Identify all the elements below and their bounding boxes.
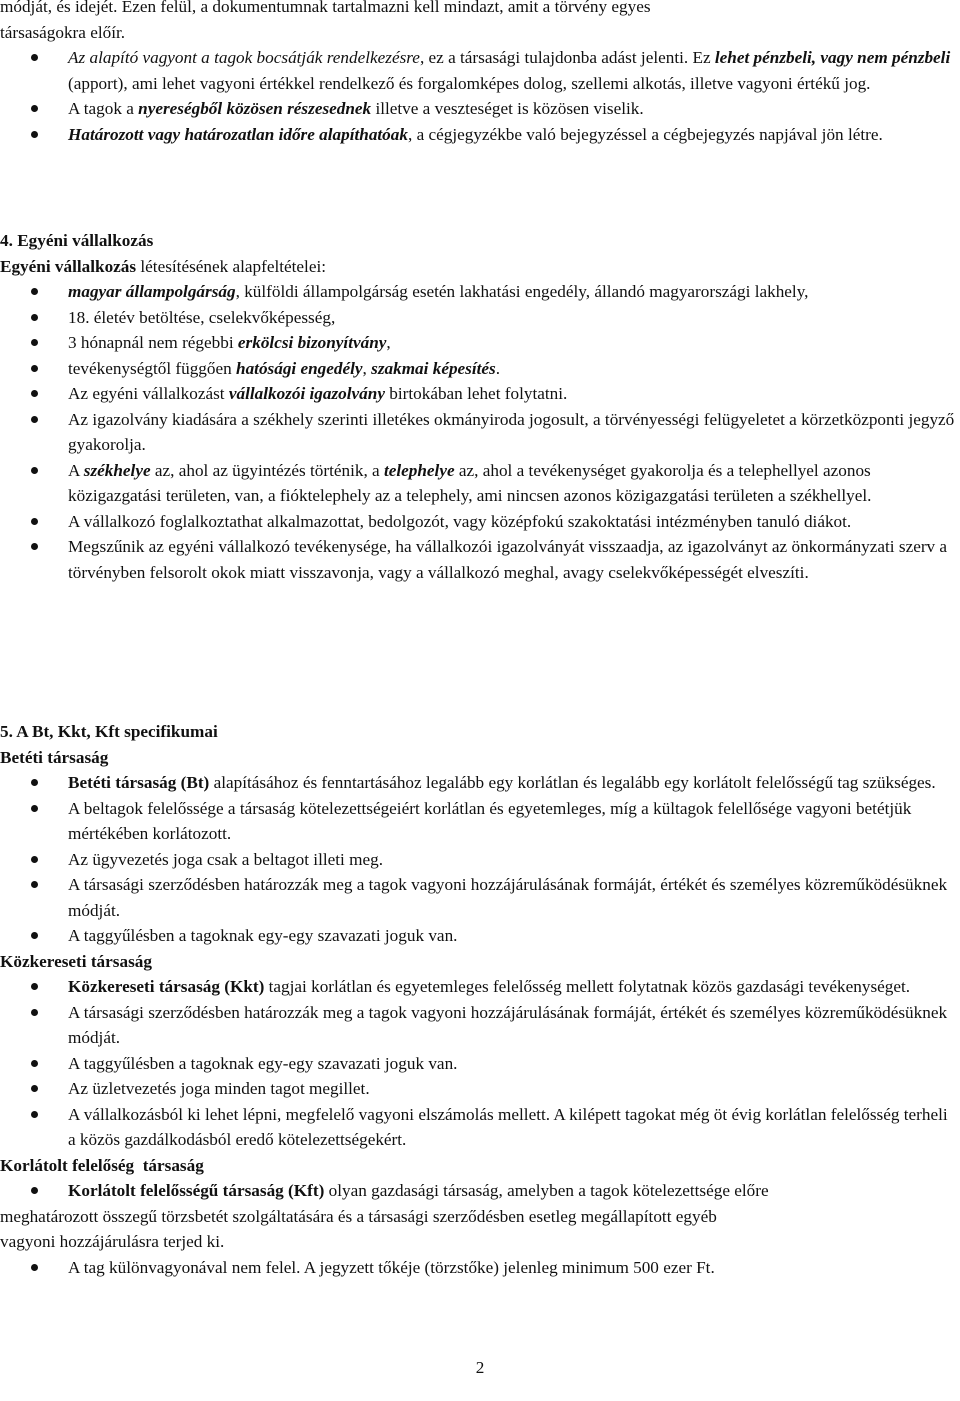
text-run: Határozott vagy határozatlan időre alapíthatóak — [68, 124, 408, 144]
text-run: tevékenységtől függően — [68, 358, 237, 378]
list-item — [0, 458, 958, 509]
list-item — [0, 279, 958, 305]
list-item — [0, 45, 958, 96]
text-run: 18. életév betöltése, cselekvőképesség, — [68, 307, 336, 327]
section-4-bullet-list — [0, 279, 958, 585]
text-run: erkölcsi bizonyítvány — [237, 333, 387, 352]
intro-line: módját, és idejét. Ezen felül, a dokumentumnak tartalmazni kell mindazt, amit a törvény egyes — [0, 0, 651, 16]
text-run: tagjai korlátlan és egyetemleges felelősség mellett folytatnak közös gazdasági tevékenységet. — [264, 977, 911, 996]
kft-continuation-line: vagyoni hozzájárulásra terjed ki. — [0, 1232, 225, 1251]
intro-block — [0, 0, 958, 147]
list-item — [0, 974, 958, 1000]
list-item — [0, 1178, 958, 1204]
list-item — [0, 305, 958, 331]
list-item — [0, 1000, 958, 1051]
text-run: , — [362, 358, 372, 378]
text-run: nyereségből közösen részesednek — [138, 99, 372, 118]
list-item — [0, 407, 958, 458]
list-item — [0, 1255, 958, 1281]
section-5-heading: 5. A Bt, Kkt, Kft specifikumai — [0, 722, 218, 741]
text-run: Az igazolvány kiadására a székhely szerinti illetékes okmányiroda jogosult, a törvényességi felügyeletet a körzetközponti jegyző gyakorolja. — [68, 409, 955, 454]
text-run: (apport), ami lehet vagyoni értékkel rendelkező és forgalomképes dolog, szellemi alkotás, illetve vagyoni értékű jog. — [68, 73, 871, 93]
text-run: , ez a társasági tulajdonba adást jelenti. Ez — [419, 48, 715, 67]
list-item — [0, 96, 958, 122]
text-run: olyan gazdasági társaság, amelyben a tagok kötelezettsége előre — [324, 1181, 769, 1200]
text-run: az, ahol a tevékenységet gyakorolja és a telephellyel azonos közigazgatási területen, van, a fióktelephely az a telephely, ami nincsen azonos közigazgatási területen a székhellyel. — [68, 460, 872, 505]
kkt-bullet-list — [0, 974, 958, 1153]
kft-bullet-list — [0, 1255, 958, 1281]
text-run: birtokában lehet folytatni. — [384, 384, 568, 403]
text-run: Közkereseti társaság (Kkt) — [68, 977, 265, 996]
text-run: Az alapító vagyont a tagok bocsátják rendelkezésre — [68, 48, 420, 67]
section-4-heading: 4. Egyéni vállalkozás — [0, 231, 154, 250]
text-run: szakmai képesítés — [371, 358, 496, 378]
section-5 — [0, 719, 958, 1280]
text-run: Korlátolt felelősségű társaság (Kft) — [68, 1181, 325, 1200]
text-run: , külföldi állampolgárság esetén lakhatási engedély, állandó magyarországi lakhely, — [235, 282, 809, 301]
text-run: A — [68, 460, 84, 480]
text-run: A társasági szerződésben határozzák meg a tagok vagyoni hozzájárulásának formáját, értékét és személyes közreműködésüknek módját. — [68, 875, 948, 920]
intro-bullet-list — [0, 45, 958, 147]
list-item — [0, 330, 958, 356]
text-run: telephelye — [383, 460, 455, 480]
text-run: magyar állampolgárság — [68, 282, 236, 301]
text-run: A taggyűlésben a tagoknak egy-egy szavazati joguk van. — [68, 926, 458, 945]
text-run: A beltagok felelőssége a társaság kötelezettségeiért korlátlan és egyetemleges, míg a kültagok felellősége vagyoni betétjük mértékében korlátozott. — [68, 798, 912, 843]
section-4 — [0, 228, 958, 585]
list-item — [0, 534, 958, 585]
text-run: A vállalkozásból ki lehet lépni, megfelelő vagyoni elszámolás mellett. A kilépett tagokat még öt évig korlátlan felelősség terheli a közös gazdálkodásból eredő kötelezettségekért. — [68, 1104, 948, 1149]
kft-first-bullet-list — [0, 1178, 958, 1204]
text-run: A tag különvagyonával nem felel. A jegyzett tőkéje (törzstőke) jelenleg minimum 500 ezer Ft. — [68, 1257, 715, 1277]
section-4-lead — [0, 254, 958, 280]
page-number: 2 — [475, 1358, 485, 1377]
text-run: A vállalkozó foglalkoztathat alkalmazottat, bedolgozót, vagy középfokú szakoktatási intézményben tanuló diákot. — [68, 511, 852, 531]
list-item — [0, 923, 958, 949]
intro-line: társaságokra előír. — [0, 22, 126, 42]
text-run: Az egyéni vállalkozást — [68, 384, 229, 403]
list-item — [0, 847, 958, 873]
kft-continuation-line: meghatározott összegű törzsbetét szolgáltatására és a társasági szerződésben esetleg megállapított egyéb — [0, 1206, 717, 1226]
text-run: A tagok a — [68, 99, 139, 118]
list-item — [0, 796, 958, 847]
kkt-heading: Közkereseti társaság — [0, 951, 152, 971]
list-item — [0, 381, 958, 407]
text-run: alapításához és fenntartásához legalább egy korlátlan és legalább egy korlátolt felelősségű tag szükséges. — [209, 773, 936, 792]
list-item — [0, 1102, 958, 1153]
text-run: az, ahol az ügyintézés történik, a — [150, 460, 384, 480]
text-run: Egyéni vállalkozás — [0, 256, 137, 276]
text-run: Az ügyvezetés joga csak a beltagot illeti meg. — [68, 849, 383, 869]
list-item — [0, 872, 958, 923]
text-run: vállalkozói igazolvány — [228, 384, 385, 403]
text-run: , a cégjegyzékbe való bejegyzéssel a cégbejegyzés napjával jön létre. — [407, 124, 883, 144]
text-run: A taggyűlésben a tagoknak egy-egy szavazati joguk van. — [68, 1053, 458, 1073]
kft-heading: Korlátolt felelőség társaság — [0, 1155, 204, 1175]
text-run: lehet pénzbeli, vagy nem pénzbeli — [714, 48, 951, 67]
text-run: hatósági engedély — [236, 358, 363, 378]
text-run: székhelye — [83, 460, 151, 480]
list-item — [0, 509, 958, 535]
text-run: Betéti társaság (Bt) — [68, 773, 210, 792]
list-item — [0, 1076, 958, 1102]
text-run: létesítésének alapfeltételei: — [136, 256, 327, 276]
bt-heading: Betéti társaság — [0, 747, 109, 767]
list-item — [0, 770, 958, 796]
text-run: , — [386, 333, 391, 352]
bt-bullet-list — [0, 770, 958, 949]
text-run: illetve a veszteséget is közösen viselik. — [371, 99, 644, 118]
list-item — [0, 122, 958, 148]
text-run: 3 hónapnál nem régebbi — [68, 333, 238, 352]
list-item — [0, 1051, 958, 1077]
text-run: . — [495, 358, 501, 378]
text-run: Az üzletvezetés joga minden tagot megillet. — [68, 1079, 370, 1098]
list-item — [0, 356, 958, 382]
text-run: A társasági szerződésben határozzák meg a tagok vagyoni hozzájárulásának formáját, értékét és személyes közreműködésüknek módját. — [68, 1002, 948, 1047]
text-run: Megszűnik az egyéni vállalkozó tevékenysége, ha vállalkozói igazolványát visszaadja, az igazolványt az önkormányzati szerv a törvényben felsorolt okok miatt visszavonja, vagy a vállalkozó meghal, avagy cselekvőképességét elveszíti. — [68, 537, 948, 582]
